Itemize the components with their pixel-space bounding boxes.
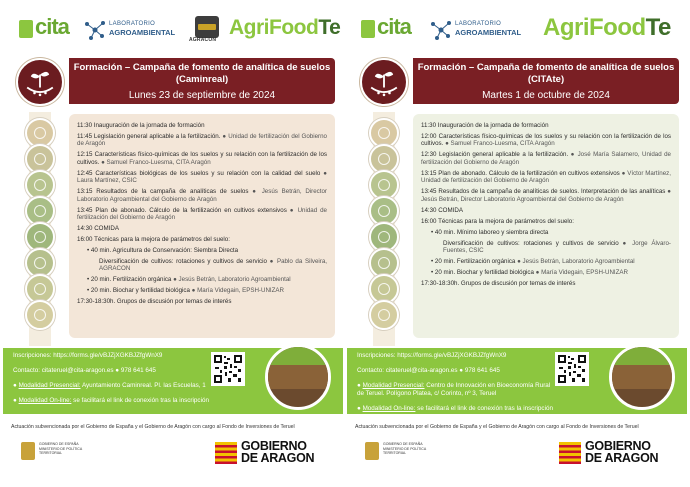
info-text [13, 352, 213, 412]
program-item [421, 269, 671, 276]
cita-logo: cita [19, 16, 81, 44]
cita-logo: cita [361, 16, 423, 44]
gobierno-espana-logo: GOBIERNO DE ESPAÑA MINISTERIO DE POLÍTICA TERRITORIAL [365, 440, 435, 464]
program-list [69, 114, 335, 338]
program-item-speaker: ● José María Salamero, Unidad de fertilización del Gobierno de Aragón [421, 151, 671, 166]
program-item-text: 13:15 Resultados de la campaña de analíticas de suelos [77, 188, 249, 196]
cita-mark-icon [361, 20, 375, 38]
program-item-text: 16:00 Técnicas para la mejora de parámetros del suelo: [77, 236, 230, 244]
inscripciones-link[interactable]: Inscripciones: https://forms.gle/vBJZjXGKBJZfgWnX9 [13, 352, 163, 359]
program-item [421, 258, 671, 265]
program-item [77, 133, 327, 148]
program-item-text: • 20 min. Fertilización orgánica [431, 258, 516, 266]
program-item [421, 122, 671, 129]
inscripciones-link[interactable]: Inscripciones: https://forms.gle/vBJZjXGKBJZfgWnX9 [357, 352, 507, 359]
modalidad-online: ● Modalidad On-line: se facilitará el link de conexión tras la inscripción [357, 405, 553, 412]
modalidad-presencial: ● Modalidad Presencial: Ayuntamiento Caminreal. Pl. las Escuelas, 1 [13, 382, 206, 389]
program-item-text: 11:30 Inauguración de la jornada de formación [421, 122, 549, 129]
event-date: Martes 1 de octubre de 2024 [482, 90, 610, 101]
program-item [421, 133, 671, 148]
program-item-text: Diversificación de cultivos: rotaciones y cultivos de servicio [443, 239, 619, 247]
program-item [77, 236, 327, 243]
info-text [357, 352, 557, 420]
program-item [77, 225, 327, 232]
spain-shield-icon [21, 442, 35, 460]
program-item-text: 13:45 Plan de abonado. Cálculo de la fertilización en cultivos extensivos [77, 206, 287, 214]
cita-mark-icon [19, 20, 33, 38]
program-item [421, 280, 671, 287]
program-item-text: 13:45 Resultados de la campaña de analíticas de suelos. Interpretación de las analíticas [421, 188, 666, 196]
program-item [421, 218, 671, 225]
program-item-text: • 40 min. Agricultura de Conservación: Siembra Directa [87, 247, 239, 255]
program-item-speaker: ● María Videgain, EPSH-UNIZAR [191, 287, 285, 295]
funding-note: Actuación subvencionada por el Gobierno de España y el Gobierno de Aragón con cargo al Fondo de Inversiones de Teruel [355, 424, 639, 430]
soil-profile-image [609, 344, 675, 410]
logo-row [347, 12, 687, 52]
program-item [421, 240, 671, 255]
program-item [77, 247, 327, 254]
aragon-flag-icon [215, 442, 237, 464]
sprout-icon [25, 300, 55, 330]
program-item-text: • 20 min. Biochar y fertilidad biológica [87, 287, 190, 295]
sprout-icon [369, 300, 399, 330]
aragon-flag-icon [559, 442, 581, 464]
program-item [77, 122, 327, 129]
program-item-text: Diversificación de cultivos: rotaciones y cultivos de servicio [99, 258, 267, 266]
agrifoodte-logo: AgriFoodTe [229, 16, 341, 39]
qr-code-icon[interactable] [555, 352, 589, 386]
agracon-logo: AGRACON [189, 14, 225, 44]
program-item [77, 298, 327, 305]
program-item [77, 188, 327, 203]
agracon-badge-icon [195, 16, 219, 38]
program-item [77, 287, 327, 294]
program-item-text: 13:15 Plan de abonado. Cálculo de la fertilización en cultivos extensivos [421, 169, 620, 177]
program-item-speaker: ● Samuel Franco-Luesma, CITA Aragón [101, 158, 211, 166]
program-item-speaker: ● Jesús Betrán, Director Laboratorio Agroambiental del Gobierno de Aragón [421, 188, 671, 203]
program-item [421, 170, 671, 185]
program-item-text: 12:15 Características físico-químicas de los suelos y su relación con la fertilización de los cultivos. [77, 151, 327, 166]
program-item-speaker: ● Víctor Martínez, Unidad de fertilización del Gobierno de Aragón [421, 169, 671, 185]
modalidad-online: ● Modalidad On-line: se facilitará el link de conexión tras la inscripción [13, 397, 209, 404]
program-item-text: 12:00 Características físico-químicas de los suelos y su relación con la fertilización de los cultivos. [421, 133, 671, 148]
program-item-speaker: ● María Videgain, EPSH-UNIZAR [535, 269, 629, 277]
event-date: Lunes 23 de septiembre de 2024 [128, 90, 276, 101]
program-item-text: 17:30-18:30h. Grupos de discusión por temas de interés [421, 280, 576, 288]
program-item-speaker: ● Samuel Franco-Luesma, CITA Aragón [445, 140, 555, 148]
plant-soil-icon [360, 58, 408, 106]
contacto-text: Contacto: citateruel@cita-aragon.es ● 978 641 645 [357, 367, 500, 374]
plant-soil-icon [16, 58, 64, 106]
laboratorio-agroambiental-logo: LABORATORIO AGROAMBIENTAL [429, 18, 524, 44]
program-item-text: 12:45 Características biológicas de los suelos y su relación con la calidad del suelo [77, 169, 321, 177]
program-item-speaker: ● Laura Martínez, CSIC [77, 169, 327, 185]
program-item-speaker: ● Jorge Álvaro-Fuentes, CSIC [443, 239, 671, 255]
agrifoodte-logo: AgriFoodTe [543, 14, 671, 41]
page-title: Formación – Campaña de fomento de analítica de suelos (Caminreal) [73, 62, 331, 85]
program-item-text: 17:30-18:30h. Grupos de discusión por temas de interés [77, 298, 232, 306]
program-item-speaker: ● Unidad de fertilización del Gobierno de Aragón [77, 133, 327, 148]
program-item [421, 229, 671, 236]
program-item-speaker: ● Unidad de fertilización del Gobierno de Aragón [77, 206, 327, 222]
program-item-speaker: ● Jesús Betrán, Director Laboratorio Agroambiental del Gobierno de Aragón [77, 188, 327, 203]
modalidad-presencial: ● Modalidad Presencial: Centro de Innovación en Bioeconomía Rural de Teruel. Polígono Platea, c/ Corinto, nº 3, Teruel [357, 382, 551, 397]
spain-shield-icon [365, 442, 379, 460]
program-list [413, 114, 679, 338]
program-item [421, 151, 671, 166]
program-item [77, 207, 327, 222]
network-icon [83, 18, 107, 42]
contacto-text: Contacto: citateruel@cita-aragon.es ● 978 641 645 [13, 367, 156, 374]
program-item [421, 188, 671, 203]
program-item-text: • 20 min. Fertilización orgánica [87, 276, 172, 284]
program-item-text: 14:30 COMIDA [421, 206, 463, 214]
flyer-caminreal [3, 0, 343, 487]
gobierno-aragon-logo: GOBIERNO DE ARAGON [559, 440, 679, 466]
qr-code-icon[interactable] [211, 352, 245, 386]
program-item-speaker: ● Jesús Betrán, Laboratorio Agroambiental [517, 258, 635, 266]
program-item-text: 16:00 Técnicas para la mejora de parámetros del suelo: [421, 217, 574, 225]
program-item-text: 11:30 Inauguración de la jornada de formación [77, 122, 205, 129]
program-item [77, 258, 327, 273]
program-item-speaker: ● Jesús Betrán, Laboratorio Agroambiental [173, 276, 291, 284]
gobierno-aragon-logo: GOBIERNO DE ARAGON [215, 440, 335, 466]
program-item [77, 276, 327, 283]
network-icon [429, 18, 453, 42]
program-item-text: • 40 min. Mínimo laboreo y siembra directa [431, 228, 549, 236]
gobierno-espana-logo: GOBIERNO DE ESPAÑA MINISTERIO DE POLÍTICA TERRITORIAL [21, 440, 91, 464]
program-item-text: 14:30 COMIDA [77, 225, 119, 233]
laboratorio-agroambiental-logo: LABORATORIO AGROAMBIENTAL [83, 18, 178, 44]
program-item-text: 11:45 Legislación general aplicable a la fertilización. [77, 133, 221, 140]
logo-row [3, 12, 343, 52]
program-item [77, 170, 327, 185]
page-title: Formación – Campaña de fomento de analítica de suelos (CITAte) [417, 62, 675, 85]
soil-profile-image [265, 344, 331, 410]
program-item-speaker: ● Pablo da Silveira, AGRACON [99, 258, 327, 273]
funding-note: Actuación subvencionada por el Gobierno de España y el Gobierno de Aragón con cargo al Fondo de Inversiones de Teruel [11, 424, 295, 430]
program-item-text: • 20 min. Biochar y fertilidad biológica [431, 269, 534, 277]
program-item [421, 207, 671, 214]
program-item-text: 12:30 Legislación general aplicable a la fertilización. [421, 151, 569, 159]
flyer-citate [347, 0, 687, 487]
program-item [77, 151, 327, 166]
